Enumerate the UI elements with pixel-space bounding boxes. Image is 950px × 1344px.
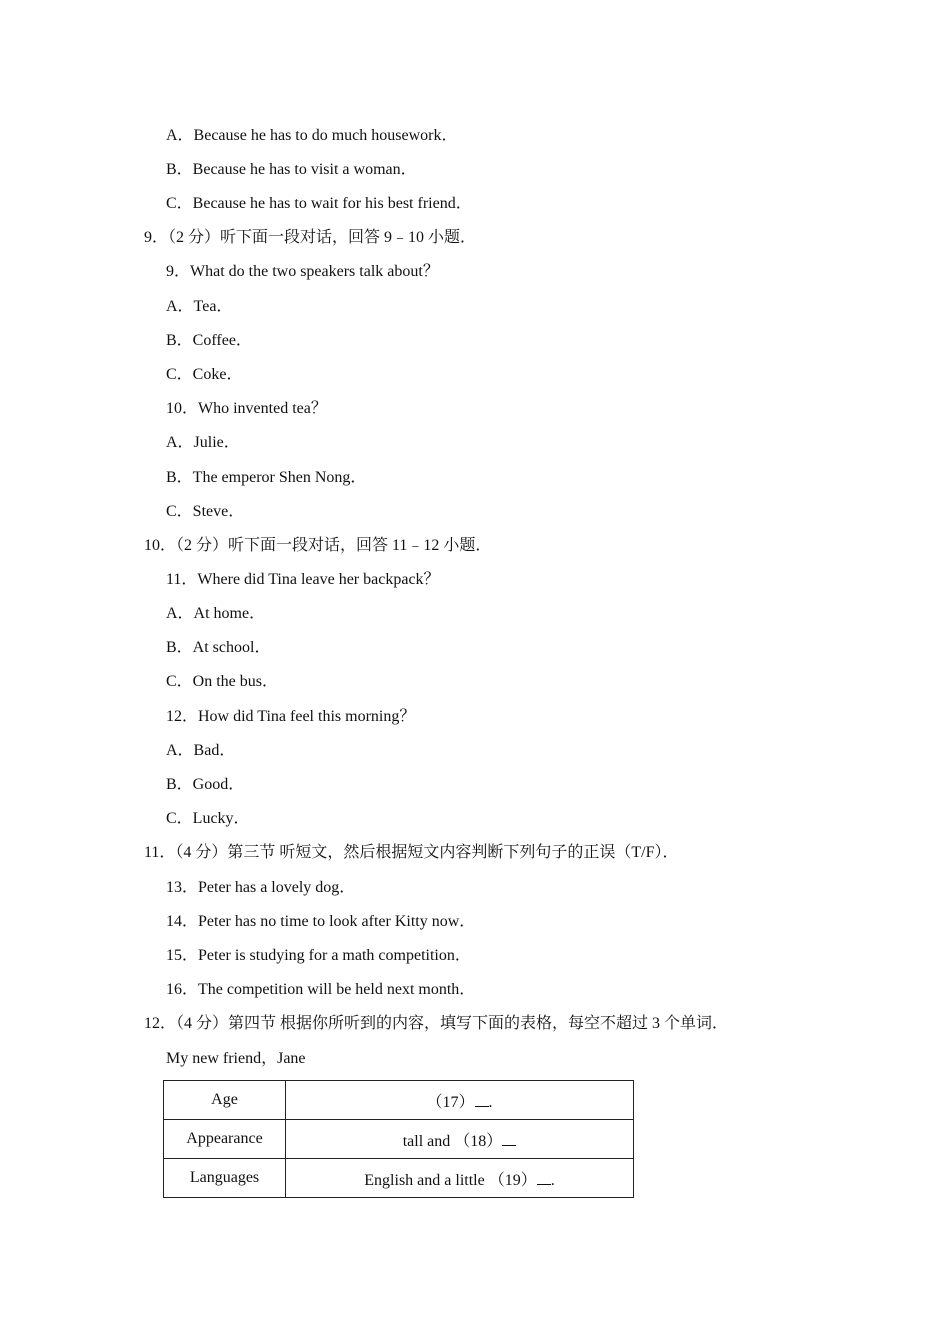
question-12: 12．How did Tina feel this morning？ (166, 708, 416, 725)
q11-option-b: B．At school． (166, 639, 271, 656)
info-table (163, 1080, 634, 1198)
statement-16: 16．The competition will be held next month． (166, 981, 476, 998)
question-9: 9．What do the two speakers talk about？ (166, 263, 439, 280)
languages-suffix: . (550, 1171, 555, 1189)
q12-option-c: C．Lucky． (166, 810, 250, 827)
statement-15: 15．Peter is studying for a math competition． (166, 947, 471, 964)
statement-13: 13．Peter has a lovely dog． (166, 879, 356, 896)
question-11: 11．Where did Tina leave her backpack？ (166, 571, 440, 588)
row-value-appearance (286, 1120, 634, 1159)
age-suffix: . (488, 1093, 493, 1111)
languages-value-text: English and a little （19） (364, 1171, 537, 1189)
q8-option-c: C．Because he has to wait for his best friend． (166, 195, 472, 212)
blank-17[interactable] (475, 1092, 489, 1107)
q9-option-a: A．Tea． (166, 298, 233, 315)
question-10: 10．Who invented tea？ (166, 400, 327, 417)
table-row (164, 1120, 634, 1159)
q8-option-b: B．Because he has to visit a woman． (166, 161, 417, 178)
age-value-text: （17） (426, 1093, 475, 1111)
row-value-age (286, 1081, 634, 1120)
q9-option-b: B．Coffee． (166, 332, 252, 349)
section-9-instruction: 9．（2 分）听下面一段对话，回答 9﹣10 小题． (144, 229, 477, 246)
q12-option-a: A．Bad． (166, 742, 236, 759)
q12-option-b: B．Good． (166, 776, 245, 793)
table-caption: My new friend，Jane (166, 1050, 306, 1067)
section-10-instruction: 10．（2 分）听下面一段对话，回答 11﹣12 小题． (144, 537, 492, 554)
row-label-appearance: Appearance (164, 1120, 286, 1159)
row-label-age: Age (164, 1081, 286, 1120)
q10-option-a: A．Julie． (166, 434, 240, 451)
statement-14: 14．Peter has no time to look after Kitty now． (166, 913, 476, 930)
row-value-languages (286, 1159, 634, 1198)
q11-option-c: C．On the bus． (166, 673, 279, 690)
table-row (164, 1081, 634, 1120)
blank-18[interactable] (502, 1131, 516, 1146)
q9-option-c: C．Coke． (166, 366, 243, 383)
q10-option-b: B．The emperor Shen Nong． (166, 469, 367, 486)
blank-19[interactable] (537, 1170, 551, 1185)
q11-option-a: A．At home． (166, 605, 266, 622)
q8-option-a: A．Because he has to do much housework． (166, 127, 458, 144)
table-row (164, 1159, 634, 1198)
q10-option-c: C．Steve． (166, 503, 245, 520)
appearance-value-text: tall and （18） (402, 1132, 503, 1150)
row-label-languages: Languages (164, 1159, 286, 1198)
section-12-instruction: 12．（4 分）第四节 根据你所听到的内容，填写下面的表格，每空不超过 3 个单词． (144, 1015, 729, 1032)
section-11-instruction: 11．（4 分）第三节 听短文，然后根据短文内容判断下列句子的正误（T/F）． (144, 844, 679, 861)
